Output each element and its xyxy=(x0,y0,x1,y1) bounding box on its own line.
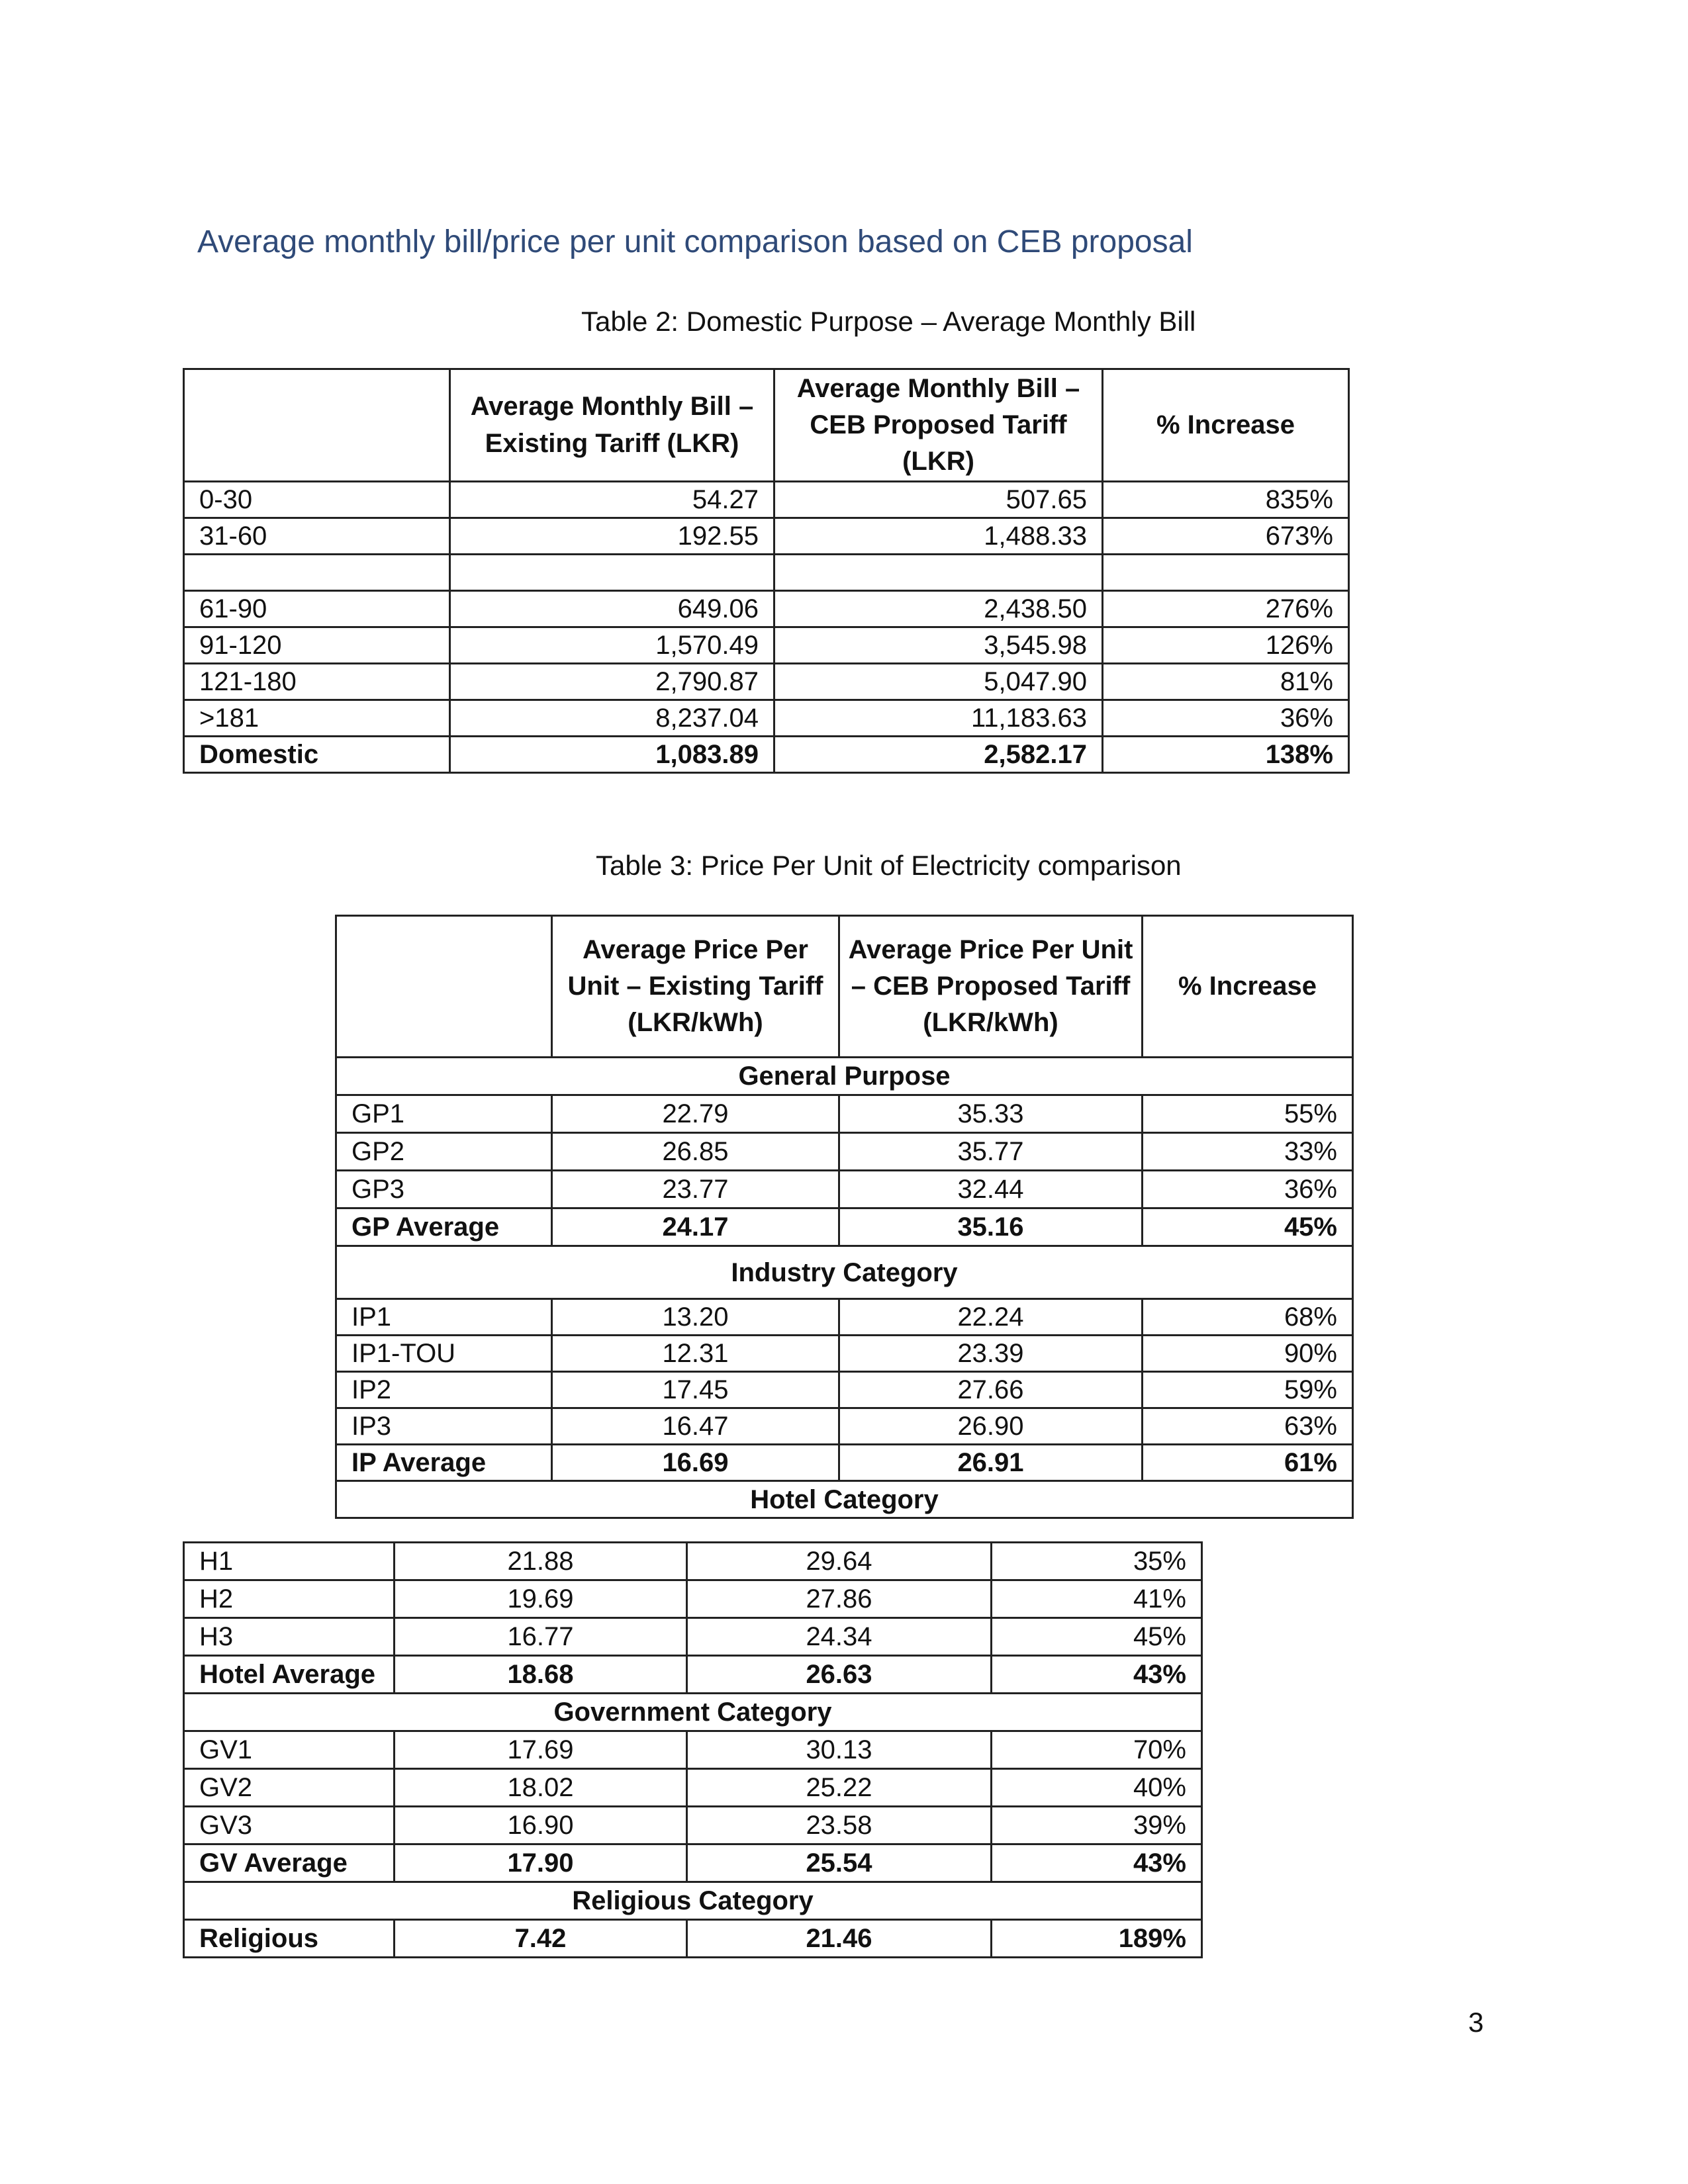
table-header-row xyxy=(184,369,1349,482)
proposed-value xyxy=(774,555,1103,591)
table-row xyxy=(336,1299,1353,1336)
proposed-value: 27.86 xyxy=(687,1580,992,1618)
table-row xyxy=(184,1580,1202,1618)
empty-row xyxy=(184,555,1349,591)
increase-value: 61% xyxy=(1143,1445,1353,1481)
row-label: GV1 xyxy=(184,1731,395,1769)
existing-value: 17.45 xyxy=(552,1372,839,1408)
existing-value: 8,237.04 xyxy=(450,700,774,737)
existing-value: 24.17 xyxy=(552,1208,839,1246)
increase-value: 126% xyxy=(1103,627,1349,664)
proposed-value: 2,438.50 xyxy=(774,591,1103,627)
table-row xyxy=(184,627,1349,664)
increase-value: 81% xyxy=(1103,664,1349,700)
proposed-value: 26.91 xyxy=(839,1445,1143,1481)
row-label: Domestic xyxy=(184,737,450,773)
existing-value: 17.69 xyxy=(395,1731,687,1769)
proposed-value: 11,183.63 xyxy=(774,700,1103,737)
increase-value xyxy=(1103,555,1349,591)
table-row xyxy=(336,1171,1353,1208)
increase-value: 41% xyxy=(992,1580,1202,1618)
existing-value: 192.55 xyxy=(450,518,774,555)
table-row xyxy=(184,1731,1202,1769)
existing-value: 18.02 xyxy=(395,1769,687,1807)
table-row xyxy=(336,1408,1353,1445)
row-label: IP2 xyxy=(336,1372,552,1408)
section-title: Hotel Category xyxy=(336,1481,1353,1518)
existing-value: 16.47 xyxy=(552,1408,839,1445)
increase-value: 68% xyxy=(1143,1299,1353,1336)
proposed-value: 23.58 xyxy=(687,1807,992,1844)
section-title: Industry Category xyxy=(336,1246,1353,1299)
table-row xyxy=(184,1769,1202,1807)
table-row xyxy=(184,700,1349,737)
price-per-unit-table-upper xyxy=(335,915,1354,1519)
existing-value: 54.27 xyxy=(450,482,774,518)
existing-value: 649.06 xyxy=(450,591,774,627)
header-cell: Average Monthly Bill – CEB Proposed Tariff (LKR) xyxy=(774,369,1103,482)
average-row xyxy=(336,1445,1353,1481)
existing-value xyxy=(450,555,774,591)
increase-value: 33% xyxy=(1143,1133,1353,1171)
existing-value: 2,790.87 xyxy=(450,664,774,700)
row-label: GP3 xyxy=(336,1171,552,1208)
header-cell: Average Price Per Unit – Existing Tariff (LKR/kWh) xyxy=(552,916,839,1058)
row-label: GP2 xyxy=(336,1133,552,1171)
proposed-value: 21.46 xyxy=(687,1920,992,1958)
increase-value: 55% xyxy=(1143,1095,1353,1133)
section-header-hotel xyxy=(336,1481,1353,1518)
existing-value: 22.79 xyxy=(552,1095,839,1133)
increase-value: 63% xyxy=(1143,1408,1353,1445)
header-cell xyxy=(336,916,552,1058)
row-label: GV2 xyxy=(184,1769,395,1807)
row-label: IP3 xyxy=(336,1408,552,1445)
section-title: Government Category xyxy=(184,1694,1202,1731)
existing-value: 1,083.89 xyxy=(450,737,774,773)
page-number: 3 xyxy=(1468,2007,1484,2038)
existing-value: 16.69 xyxy=(552,1445,839,1481)
proposed-value: 5,047.90 xyxy=(774,664,1103,700)
increase-value: 90% xyxy=(1143,1336,1353,1372)
section-header-religious xyxy=(184,1882,1202,1920)
table-row xyxy=(336,1133,1353,1171)
increase-value: 276% xyxy=(1103,591,1349,627)
table-row xyxy=(184,1920,1202,1958)
proposed-value: 2,582.17 xyxy=(774,737,1103,773)
average-row xyxy=(184,1844,1202,1882)
existing-value: 21.88 xyxy=(395,1543,687,1580)
row-label: 91-120 xyxy=(184,627,450,664)
increase-value: 45% xyxy=(1143,1208,1353,1246)
row-label: 121-180 xyxy=(184,664,450,700)
increase-value: 39% xyxy=(992,1807,1202,1844)
proposed-value: 26.90 xyxy=(839,1408,1143,1445)
average-row xyxy=(184,1656,1202,1694)
table-row xyxy=(184,1543,1202,1580)
increase-value: 43% xyxy=(992,1844,1202,1882)
table-row xyxy=(336,1372,1353,1408)
increase-value: 189% xyxy=(992,1920,1202,1958)
existing-value: 12.31 xyxy=(552,1336,839,1372)
table-row xyxy=(184,1807,1202,1844)
header-cell: Average Monthly Bill – Existing Tariff (LKR) xyxy=(450,369,774,482)
page-heading: Average monthly bill/price per unit comparison based on CEB proposal xyxy=(197,224,1193,259)
section-header-industry xyxy=(336,1246,1353,1299)
increase-value: 36% xyxy=(1103,700,1349,737)
section-title: Religious Category xyxy=(184,1882,1202,1920)
existing-value: 16.90 xyxy=(395,1807,687,1844)
row-label: Hotel Average xyxy=(184,1656,395,1694)
header-cell xyxy=(184,369,450,482)
proposed-value: 22.24 xyxy=(839,1299,1143,1336)
total-row xyxy=(184,737,1349,773)
proposed-value: 35.33 xyxy=(839,1095,1143,1133)
increase-value: 70% xyxy=(992,1731,1202,1769)
header-cell: % Increase xyxy=(1103,369,1349,482)
proposed-value: 507.65 xyxy=(774,482,1103,518)
existing-value: 13.20 xyxy=(552,1299,839,1336)
existing-value: 19.69 xyxy=(395,1580,687,1618)
average-row xyxy=(336,1208,1353,1246)
table-row xyxy=(336,1336,1353,1372)
increase-value: 835% xyxy=(1103,482,1349,518)
proposed-value: 30.13 xyxy=(687,1731,992,1769)
row-label: GP Average xyxy=(336,1208,552,1246)
table-row xyxy=(336,1095,1353,1133)
row-label xyxy=(184,555,450,591)
header-cell: Average Price Per Unit – CEB Proposed Tariff (LKR/kWh) xyxy=(839,916,1143,1058)
existing-value: 17.90 xyxy=(395,1844,687,1882)
increase-value: 43% xyxy=(992,1656,1202,1694)
row-label: IP Average xyxy=(336,1445,552,1481)
price-per-unit-table-lower xyxy=(183,1541,1203,1958)
proposed-value: 3,545.98 xyxy=(774,627,1103,664)
row-label: GV Average xyxy=(184,1844,395,1882)
proposed-value: 24.34 xyxy=(687,1618,992,1656)
table-header-row xyxy=(336,916,1353,1058)
table3-caption: Table 3: Price Per Unit of Electricity comparison xyxy=(596,850,1182,881)
row-label: IP1-TOU xyxy=(336,1336,552,1372)
increase-value: 138% xyxy=(1103,737,1349,773)
increase-value: 35% xyxy=(992,1543,1202,1580)
increase-value: 673% xyxy=(1103,518,1349,555)
existing-value: 26.85 xyxy=(552,1133,839,1171)
row-label: 61-90 xyxy=(184,591,450,627)
row-label: 0-30 xyxy=(184,482,450,518)
section-header-general-purpose xyxy=(336,1058,1353,1095)
row-label: IP1 xyxy=(336,1299,552,1336)
existing-value: 16.77 xyxy=(395,1618,687,1656)
increase-value: 45% xyxy=(992,1618,1202,1656)
proposed-value: 23.39 xyxy=(839,1336,1143,1372)
proposed-value: 26.63 xyxy=(687,1656,992,1694)
proposed-value: 29.64 xyxy=(687,1543,992,1580)
header-cell: % Increase xyxy=(1143,916,1353,1058)
row-label: H2 xyxy=(184,1580,395,1618)
row-label: GV3 xyxy=(184,1807,395,1844)
table2-caption: Table 2: Domestic Purpose – Average Monthly Bill xyxy=(581,306,1196,337)
proposed-value: 1,488.33 xyxy=(774,518,1103,555)
proposed-value: 27.66 xyxy=(839,1372,1143,1408)
existing-value: 1,570.49 xyxy=(450,627,774,664)
proposed-value: 35.16 xyxy=(839,1208,1143,1246)
increase-value: 40% xyxy=(992,1769,1202,1807)
table-row xyxy=(184,664,1349,700)
table-row xyxy=(184,518,1349,555)
existing-value: 18.68 xyxy=(395,1656,687,1694)
domestic-bill-table xyxy=(183,368,1350,774)
existing-value: 23.77 xyxy=(552,1171,839,1208)
row-label: GP1 xyxy=(336,1095,552,1133)
section-title: General Purpose xyxy=(336,1058,1353,1095)
row-label: >181 xyxy=(184,700,450,737)
proposed-value: 25.54 xyxy=(687,1844,992,1882)
existing-value: 7.42 xyxy=(395,1920,687,1958)
row-label: 31-60 xyxy=(184,518,450,555)
table-row xyxy=(184,591,1349,627)
increase-value: 59% xyxy=(1143,1372,1353,1408)
proposed-value: 32.44 xyxy=(839,1171,1143,1208)
table-row xyxy=(184,1618,1202,1656)
proposed-value: 25.22 xyxy=(687,1769,992,1807)
section-header-government xyxy=(184,1694,1202,1731)
proposed-value: 35.77 xyxy=(839,1133,1143,1171)
row-label: H1 xyxy=(184,1543,395,1580)
row-label: Religious xyxy=(184,1920,395,1958)
row-label: H3 xyxy=(184,1618,395,1656)
table-row xyxy=(184,482,1349,518)
increase-value: 36% xyxy=(1143,1171,1353,1208)
